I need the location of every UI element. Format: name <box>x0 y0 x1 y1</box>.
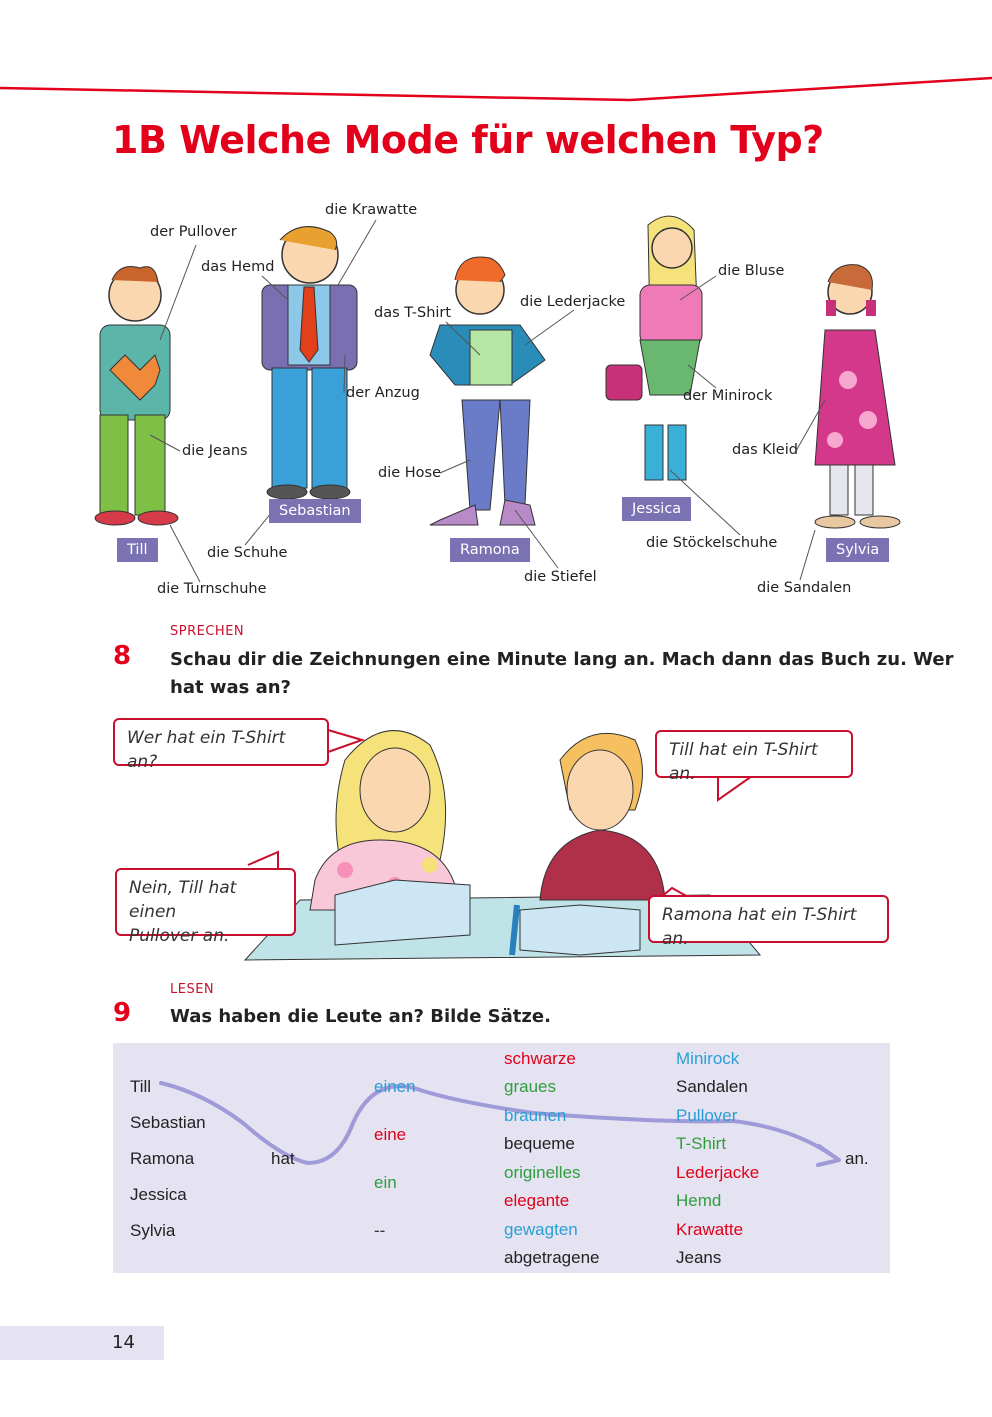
speech-bubble-answer-3: Ramona hat ein T-Shirt an. <box>648 895 889 943</box>
label-krawatte: die Krawatte <box>325 202 418 218</box>
noun-item: Lederjacke <box>676 1163 760 1182</box>
jessica-figure <box>606 216 702 480</box>
section-lesen: LESEN <box>170 982 215 997</box>
adjective-item: braunen <box>504 1106 567 1125</box>
name-tag-sylvia: Sylvia <box>826 538 889 562</box>
adjective-item: graues <box>504 1077 556 1096</box>
exercise-8-instruction-line1: Schau dir die Zeichnungen eine Minute lang an. Mach dann das Buch zu. Wer <box>170 649 954 670</box>
label-jeans: die Jeans <box>182 443 248 459</box>
name-tag-sebastian: Sebastian <box>269 499 361 523</box>
sebastian-figure <box>262 227 357 499</box>
adjective-item: gewagten <box>504 1220 578 1239</box>
subject-till: Till <box>130 1077 152 1096</box>
exercise-9-instruction: Was haben die Leute an? Bilde Sätze. <box>170 1006 551 1027</box>
label-stoeckelschuhe: die Stöckelschuhe <box>646 535 778 551</box>
adjective-item: schwarze <box>504 1049 576 1068</box>
subject-sylvia: Sylvia <box>130 1221 176 1240</box>
exercise-8-instruction-line2: hat was an? <box>170 677 291 698</box>
article-eine: eine <box>374 1125 407 1144</box>
section-sprechen: SPRECHEN <box>170 624 245 639</box>
label-minirock: der Minirock <box>683 388 773 404</box>
noun-item: Hemd <box>676 1191 722 1210</box>
path-arrow <box>113 1043 890 1273</box>
page-number-box <box>0 1326 164 1360</box>
name-tag-ramona: Ramona <box>450 538 530 562</box>
verb-hat: hat <box>271 1149 295 1168</box>
label-sandalen: die Sandalen <box>757 580 852 596</box>
label-hemd: das Hemd <box>201 259 275 275</box>
noun-item: Krawatte <box>676 1220 744 1239</box>
till-figure <box>95 267 178 526</box>
label-kleid: das Kleid <box>732 442 798 458</box>
label-pullover: der Pullover <box>150 224 237 240</box>
adjective-item: abgetragene <box>504 1248 600 1267</box>
adjective-item: originelles <box>504 1163 581 1182</box>
label-hose: die Hose <box>378 465 442 481</box>
noun-item: T-Shirt <box>676 1134 727 1153</box>
label-anzug: der Anzug <box>346 385 420 401</box>
speech-bubble-answer-2-line1: Nein, Till hat einen <box>129 878 237 922</box>
subject-ramona: Ramona <box>130 1149 195 1168</box>
exercise-number-9: 9 <box>113 998 132 1028</box>
subject-jessica: Jessica <box>130 1185 187 1204</box>
speech-bubble-question: Wer hat ein T-Shirt an? <box>113 718 329 766</box>
page-title: 1B Welche Mode für welchen Typ? <box>112 118 824 162</box>
page-number: 14 <box>112 1332 135 1353</box>
label-schuhe: die Schuhe <box>207 545 288 561</box>
article-ein: ein <box>374 1173 397 1192</box>
adjective-item: elegante <box>504 1191 570 1210</box>
sylvia-figure <box>815 265 900 528</box>
exercise-number-8: 8 <box>113 641 132 671</box>
noun-item: Sandalen <box>676 1077 748 1096</box>
speech-bubble-answer-2-line2: Pullover an. <box>129 926 230 946</box>
label-bluse: die Bluse <box>718 263 785 279</box>
label-turnschuhe: die Turnschuhe <box>157 581 267 597</box>
noun-item: Jeans <box>676 1248 722 1267</box>
article-none: -- <box>374 1221 386 1240</box>
subject-sebastian: Sebastian <box>130 1113 206 1132</box>
label-lederjacke: die Lederjacke <box>520 294 626 310</box>
noun-item: Pullover <box>676 1106 738 1125</box>
adjective-item: bequeme <box>504 1134 575 1153</box>
label-tshirt: das T-Shirt <box>374 305 452 321</box>
name-tag-jessica: Jessica <box>622 497 691 521</box>
particle-an: an. <box>845 1149 869 1168</box>
speech-bubble-answer-1: Till hat ein T-Shirt an. <box>655 730 853 778</box>
article-einen: einen <box>374 1077 416 1096</box>
label-stiefel: die Stiefel <box>524 569 597 585</box>
name-tag-till: Till <box>117 538 158 562</box>
speech-bubble-answer-2 <box>115 868 296 946</box>
characters-illustration <box>0 0 992 620</box>
noun-item: Minirock <box>676 1049 740 1068</box>
